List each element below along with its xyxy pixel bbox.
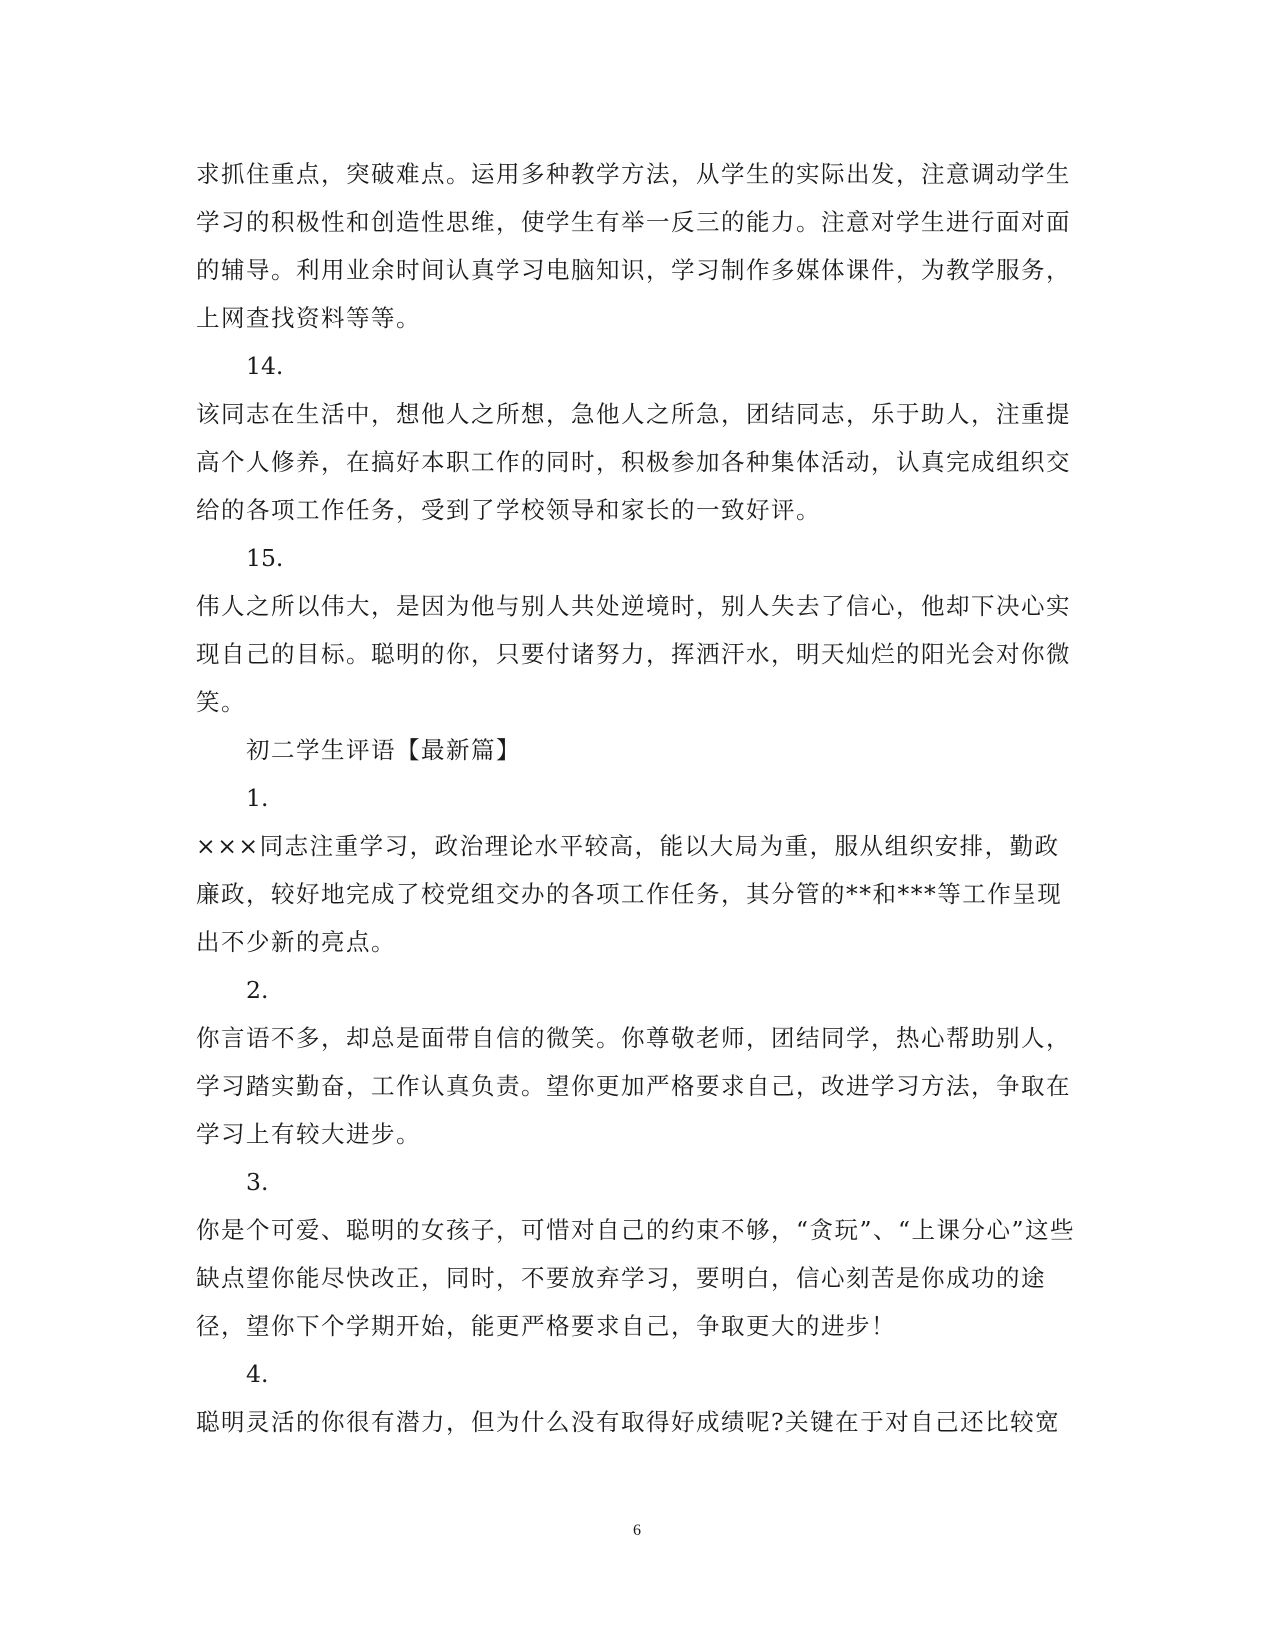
- paragraph-teaching-methods: 求抓住重点，突破难点。运用多种教学方法，从学生的实际出发，注意调动学生学习的积极性和创造性思维，使学生有举一反三的能力。注意对学生进行面对面的辅导。利用业余时间认真学习电脑知识，学习制作多媒体课件，为教学服务，上网查找资料等等。: [196, 160, 1071, 332]
- item-number-3: 3.: [246, 1168, 269, 1196]
- item-number-4: 4.: [246, 1360, 269, 1388]
- item-number-1: 1.: [246, 784, 269, 812]
- paragraph-comment-14: 该同志在生活中，想他人之所想，急他人之所急，团结同志，乐于助人，注重提高个人修养，在搞好本职工作的同时，积极参加各种集体活动，认真完成组织交给的各项工作任务，受到了学校领导和家长的一致好评。: [196, 400, 1071, 524]
- paragraph-comment-1: ×××同志注重学习，政治理论水平较高，能以大局为重，服从组织安排，勤政廉政，较好地完成了校党组交办的各项工作任务，其分管的**和***等工作呈现出不少新的亮点。: [196, 832, 1063, 956]
- document-body: [196, 150, 1076, 1446]
- paragraph-comment-15: 伟人之所以伟大，是因为他与别人共处逆境时，别人失去了信心，他却下决心实现自己的目标。聪明的你，只要付诸努力，挥洒汗水，明天灿烂的阳光会对你微笑。: [196, 592, 1071, 716]
- item-number-15: 15.: [246, 544, 284, 572]
- paragraph-comment-4: 聪明灵活的你很有潜力，但为什么没有取得好成绩呢?关键在于对自己还比较宽: [196, 1408, 1061, 1436]
- item-number-14: 14.: [246, 352, 284, 380]
- paragraph-comment-3: 你是个可爱、聪明的女孩子，可惜对自己的约束不够，“贪玩”、“上课分心”这些缺点望你能尽快改正，同时，不要放弃学习，要明白，信心刻苦是你成功的途径，望你下个学期开始，能更严格要求自己，争取更大的进步！: [196, 1216, 1076, 1340]
- page-number: 6: [633, 1522, 641, 1539]
- item-number-2: 2.: [246, 976, 269, 1004]
- paragraph-comment-2: 你言语不多，却总是面带自信的微笑。你尊敬老师，团结同学，热心帮助别人，学习踏实勤奋，工作认真负责。望你更加严格要求自己，改进学习方法，争取在学习上有较大进步。: [196, 1024, 1071, 1148]
- section-heading: 初二学生评语【最新篇】: [246, 736, 521, 764]
